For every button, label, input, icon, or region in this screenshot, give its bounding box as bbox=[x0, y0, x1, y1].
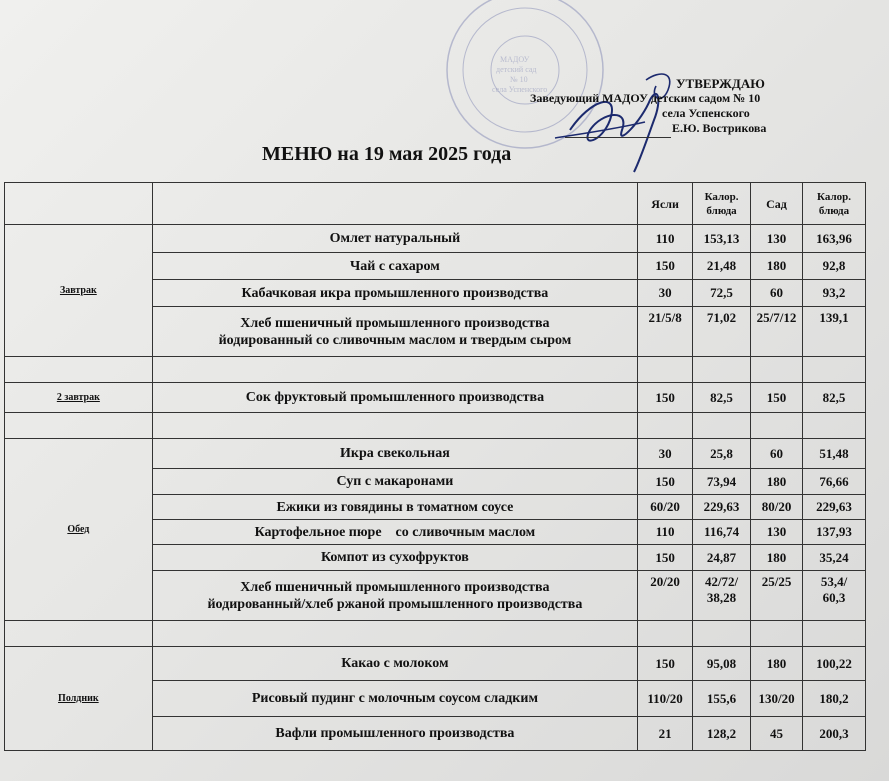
empty-cell bbox=[693, 357, 751, 383]
svg-text:МАДОУ: МАДОУ bbox=[500, 55, 530, 64]
svg-text:№ 10: № 10 bbox=[510, 75, 528, 84]
table-row bbox=[5, 647, 866, 681]
sad-calories: 163,96 bbox=[803, 225, 866, 253]
svg-text:села Успенского: села Успенского bbox=[492, 85, 548, 94]
sad-calories: 35,24 bbox=[803, 545, 866, 571]
header-kal-1: Калор. блюда bbox=[693, 183, 751, 225]
sad-portion: 130/20 bbox=[751, 681, 803, 717]
sad-calories: 229,63 bbox=[803, 495, 866, 520]
yasli-calories: 21,48 bbox=[693, 253, 751, 280]
sad-calories-line-2: 60,3 bbox=[822, 590, 846, 605]
yasli-portion: 110 bbox=[638, 225, 693, 253]
sad-portion: 25/7/12 bbox=[751, 307, 803, 357]
empty-cell bbox=[751, 413, 803, 439]
empty-cell bbox=[693, 621, 751, 647]
sad-calories: 139,1 bbox=[803, 307, 866, 357]
sad-calories-line-1: 53,4/ bbox=[820, 574, 848, 589]
sad-calories: 92,8 bbox=[803, 253, 866, 280]
approval-position: Заведующий МАДОУ детским садом № 10 bbox=[530, 91, 761, 105]
yasli-calories: 25,8 bbox=[693, 439, 751, 469]
sad-portion: 25/25 bbox=[751, 571, 803, 621]
yasli-portion: 110/20 bbox=[638, 681, 693, 717]
table-header-row bbox=[5, 183, 866, 225]
yasli-portion: 150 bbox=[638, 647, 693, 681]
empty-cell bbox=[152, 413, 637, 439]
empty-cell bbox=[751, 621, 803, 647]
meal-snack: Полдник bbox=[5, 647, 153, 751]
dish-name: Икра свекольная bbox=[152, 439, 637, 469]
sad-calories: 200,3 bbox=[803, 717, 866, 751]
yasli-calories: 153,13 bbox=[693, 225, 751, 253]
sad-calories: 180,2 bbox=[803, 681, 866, 717]
dish-name-line-2: йодированный со сливочным маслом и твердым сыром bbox=[218, 332, 572, 348]
yasli-calories: 73,94 bbox=[693, 469, 751, 495]
dish-name: Картофельное пюре со сливочным маслом bbox=[152, 520, 637, 545]
header-empty-dish bbox=[152, 183, 637, 225]
dish-name: Кабачковая икра промышленного производства bbox=[152, 280, 637, 307]
sad-calories: 51,48 bbox=[803, 439, 866, 469]
header-yasli: Ясли bbox=[638, 183, 693, 225]
approval-block bbox=[520, 76, 820, 136]
empty-cell bbox=[803, 621, 866, 647]
meal-second-breakfast: 2 завтрак bbox=[5, 383, 153, 413]
yasli-portion: 150 bbox=[638, 253, 693, 280]
sad-portion: 130 bbox=[751, 520, 803, 545]
menu-table bbox=[4, 182, 866, 751]
yasli-portion: 30 bbox=[638, 280, 693, 307]
yasli-calories-line-2: 38,28 bbox=[706, 590, 737, 605]
dish-name: Ежики из говядины в томатном соусе bbox=[152, 495, 637, 520]
yasli-portion: 150 bbox=[638, 545, 693, 571]
sad-portion: 60 bbox=[751, 280, 803, 307]
empty-cell bbox=[5, 413, 153, 439]
dish-name: Вафли промышленного производства bbox=[152, 717, 637, 751]
yasli-portion: 150 bbox=[638, 383, 693, 413]
empty-cell bbox=[5, 357, 153, 383]
yasli-portion: 21/5/8 bbox=[638, 307, 693, 357]
sad-calories: 100,22 bbox=[803, 647, 866, 681]
empty-cell bbox=[152, 357, 637, 383]
table-row bbox=[5, 439, 866, 469]
approval-signatory: Е.Ю. Вострикова bbox=[672, 121, 767, 135]
dish-name-line-1: Хлеб пшеничный промышленного производства bbox=[240, 579, 550, 595]
signature-line bbox=[565, 137, 671, 138]
yasli-calories-line-1: 42/72/ bbox=[704, 574, 739, 589]
dish-name-line-2: йодированный/хлеб ржаной промышленного производства bbox=[207, 596, 583, 612]
empty-cell bbox=[693, 413, 751, 439]
empty-cell bbox=[638, 357, 693, 383]
yasli-portion: 60/20 bbox=[638, 495, 693, 520]
dish-name: Сок фруктовый промышленного производства bbox=[152, 383, 637, 413]
yasli-calories: 95,08 bbox=[693, 647, 751, 681]
dish-name: Суп с макаронами bbox=[152, 469, 637, 495]
sad-calories bbox=[803, 571, 866, 621]
empty-cell bbox=[751, 357, 803, 383]
sad-portion: 150 bbox=[751, 383, 803, 413]
table-empty-row bbox=[5, 413, 866, 439]
page-title: МЕНЮ на 19 мая 2025 года bbox=[262, 143, 512, 165]
table-row bbox=[5, 383, 866, 413]
sad-portion: 80/20 bbox=[751, 495, 803, 520]
table-empty-row bbox=[5, 621, 866, 647]
sad-portion: 180 bbox=[751, 253, 803, 280]
dish-name: Какао с молоком bbox=[152, 647, 637, 681]
empty-cell bbox=[638, 621, 693, 647]
approval-heading: УТВЕРЖДАЮ bbox=[676, 76, 765, 91]
meal-breakfast: Завтрак bbox=[5, 225, 153, 357]
sad-portion: 180 bbox=[751, 647, 803, 681]
sad-portion: 180 bbox=[751, 469, 803, 495]
sad-portion: 180 bbox=[751, 545, 803, 571]
yasli-portion: 21 bbox=[638, 717, 693, 751]
yasli-calories: 82,5 bbox=[693, 383, 751, 413]
yasli-calories: 155,6 bbox=[693, 681, 751, 717]
sad-portion: 60 bbox=[751, 439, 803, 469]
table-row bbox=[5, 225, 866, 253]
empty-cell bbox=[638, 413, 693, 439]
sad-calories: 137,93 bbox=[803, 520, 866, 545]
yasli-calories: 229,63 bbox=[693, 495, 751, 520]
dish-name: Рисовый пудинг с молочным соусом сладким bbox=[152, 681, 637, 717]
sad-calories: 93,2 bbox=[803, 280, 866, 307]
dish-name: Чай с сахаром bbox=[152, 253, 637, 280]
yasli-portion: 20/20 bbox=[638, 571, 693, 621]
table-empty-row bbox=[5, 357, 866, 383]
header-kal-2: Калор. блюда bbox=[803, 183, 866, 225]
sad-portion: 130 bbox=[751, 225, 803, 253]
yasli-calories bbox=[693, 571, 751, 621]
dish-name bbox=[152, 307, 637, 357]
header-sad: Сад bbox=[751, 183, 803, 225]
header-empty-meal bbox=[5, 183, 153, 225]
yasli-portion: 30 bbox=[638, 439, 693, 469]
empty-cell bbox=[803, 413, 866, 439]
empty-cell bbox=[152, 621, 637, 647]
yasli-calories: 24,87 bbox=[693, 545, 751, 571]
empty-cell bbox=[803, 357, 866, 383]
svg-text:детский сад: детский сад bbox=[496, 65, 537, 74]
dish-name: Омлет натуральный bbox=[152, 225, 637, 253]
yasli-portion: 150 bbox=[638, 469, 693, 495]
yasli-calories: 72,5 bbox=[693, 280, 751, 307]
dish-name-line-1: Хлеб пшеничный промышленного производства bbox=[240, 315, 550, 331]
yasli-portion: 110 bbox=[638, 520, 693, 545]
sad-calories: 76,66 bbox=[803, 469, 866, 495]
empty-cell bbox=[5, 621, 153, 647]
sad-calories: 82,5 bbox=[803, 383, 866, 413]
dish-name: Компот из сухофруктов bbox=[152, 545, 637, 571]
yasli-calories: 116,74 bbox=[693, 520, 751, 545]
meal-lunch: Обед bbox=[5, 439, 153, 621]
yasli-calories: 71,02 bbox=[693, 307, 751, 357]
yasli-calories: 128,2 bbox=[693, 717, 751, 751]
dish-name bbox=[152, 571, 637, 621]
sad-portion: 45 bbox=[751, 717, 803, 751]
approval-village: села Успенского bbox=[662, 106, 750, 120]
